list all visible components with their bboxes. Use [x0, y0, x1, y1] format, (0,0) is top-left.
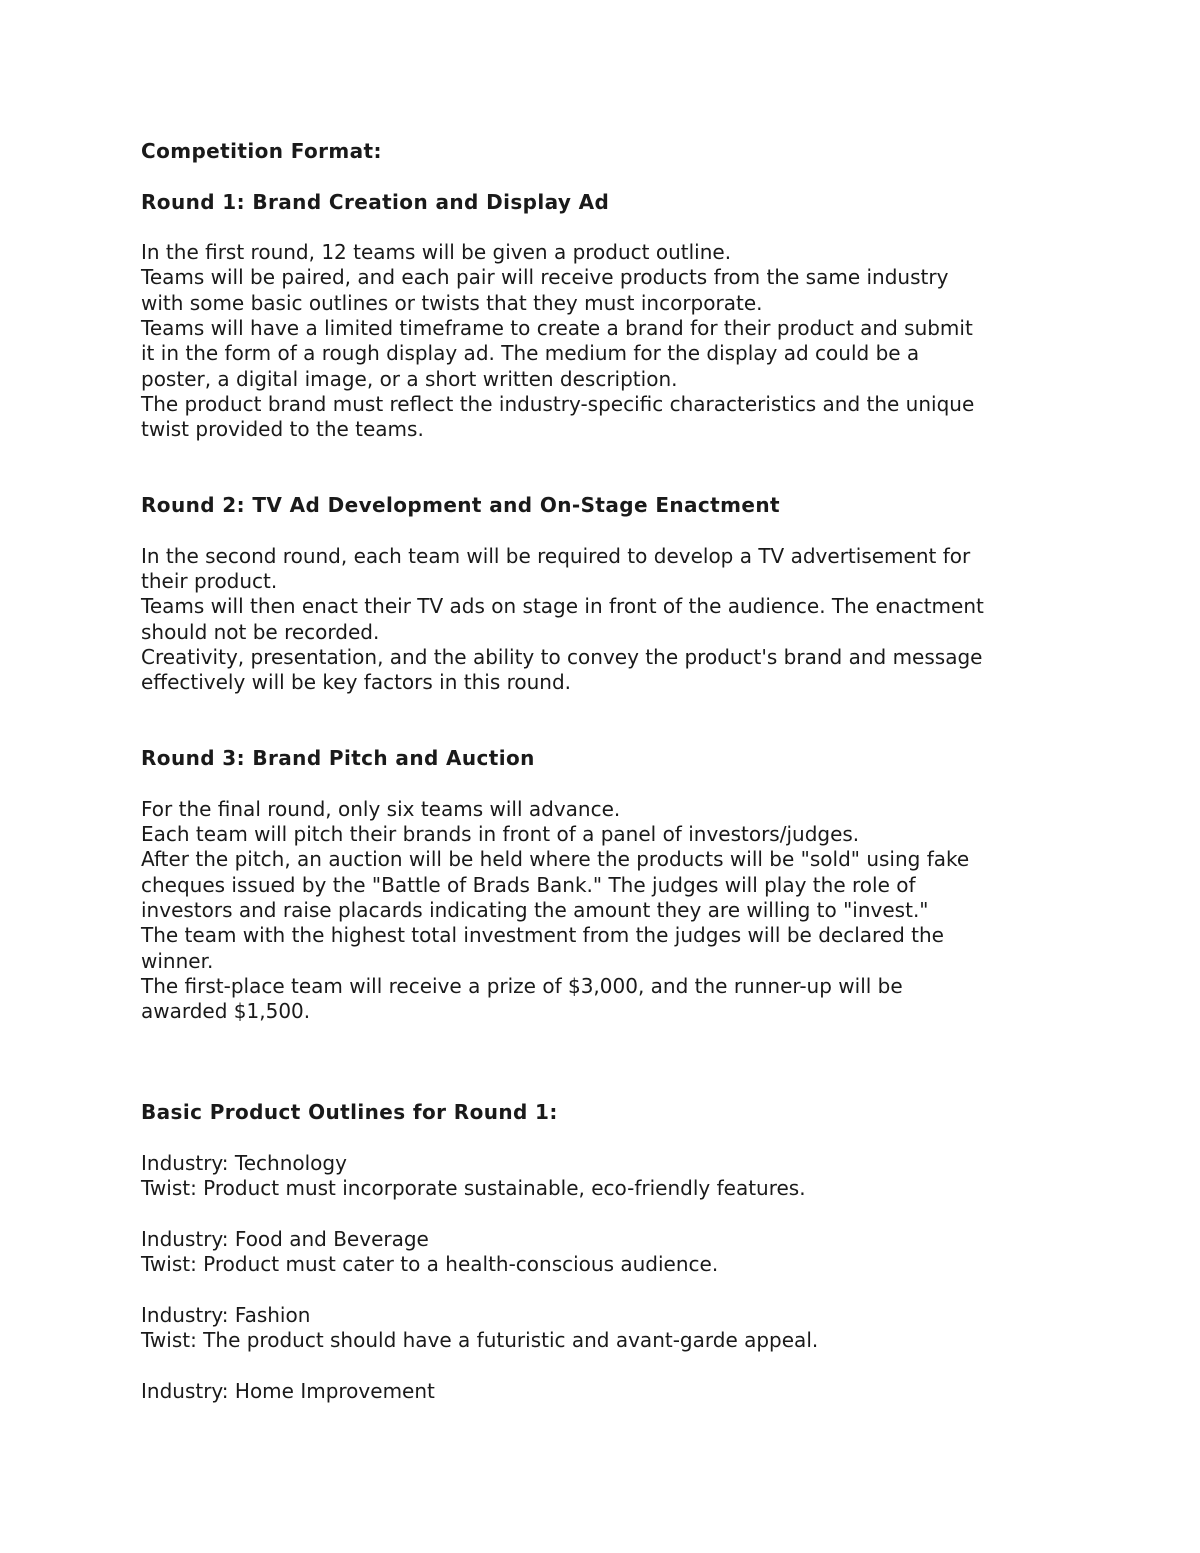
round3-line: cheques issued by the "Battle of Brads Bank." The judges will play the role of	[141, 872, 916, 897]
document-title: Competition Format:	[141, 139, 382, 163]
round1-line: poster, a digital image, or a short written description.	[141, 366, 678, 391]
outline-industry: Industry: Technology	[141, 1150, 347, 1175]
outline-industry: Industry: Home Improvement	[141, 1378, 435, 1403]
round2-line: effectively will be key factors in this round.	[141, 670, 572, 695]
round2-heading: Round 2: TV Ad Development and On-Stage Enactment	[141, 493, 780, 518]
outline-twist: Twist: Product must incorporate sustainable, eco-friendly features.	[141, 1176, 806, 1201]
round1-line: twist provided to the teams.	[141, 417, 424, 442]
round3-line: investors and raise placards indicating the amount they are willing to "invest."	[141, 897, 929, 922]
round2-line: In the second round, each team will be required to develop a TV advertisement for	[141, 543, 971, 568]
round3-body	[141, 797, 1081, 1025]
round1-line: The product brand must reflect the industry-specific characteristics and the unique	[141, 391, 975, 416]
round1-body	[141, 240, 1081, 442]
outline-industry: Industry: Food and Beverage	[141, 1226, 429, 1251]
outline-item	[141, 1303, 1081, 1354]
round3-heading: Round 3: Brand Pitch and Auction	[141, 746, 535, 771]
round2-body	[141, 544, 1081, 696]
outline-item	[141, 1151, 1081, 1202]
outline-item	[141, 1227, 1081, 1278]
round1-heading: Round 1: Brand Creation and Display Ad	[141, 189, 610, 214]
outlines-heading: Basic Product Outlines for Round 1:	[141, 1100, 558, 1125]
round2-line: Creativity, presentation, and the ability to convey the product's brand and message	[141, 644, 983, 669]
round3-line: awarded $1,500.	[141, 999, 311, 1024]
round1-line: Teams will be paired, and each pair will receive products from the same industry	[141, 265, 949, 290]
round1-line: it in the form of a rough display ad. The medium for the display ad could be a	[141, 341, 920, 366]
round1-line: In the first round, 12 teams will be given a product outline.	[141, 240, 732, 265]
document-page	[141, 139, 1081, 1404]
outline-industry: Industry: Fashion	[141, 1302, 311, 1327]
round3-line: After the pitch, an auction will be held where the products will be "sold" using fake	[141, 847, 970, 872]
outline-item	[141, 1379, 1081, 1404]
round3-line: For the final round, only six teams will advance.	[141, 796, 621, 821]
round3-line: The first-place team will receive a prize of $3,000, and the runner-up will be	[141, 973, 903, 998]
round2-line: should not be recorded.	[141, 619, 380, 644]
outline-twist: Twist: The product should have a futuristic and avant-garde appeal.	[141, 1327, 819, 1352]
round3-line: winner.	[141, 948, 214, 973]
round2-line: Teams will then enact their TV ads on stage in front of the audience. The enactment	[141, 594, 984, 619]
round2-line: their product.	[141, 569, 278, 594]
outline-twist: Twist: Product must cater to a health-conscious audience.	[141, 1252, 719, 1277]
round1-line: with some basic outlines or twists that they must incorporate.	[141, 290, 763, 315]
round3-line: Each team will pitch their brands in front of a panel of investors/judges.	[141, 822, 860, 847]
round3-line: The team with the highest total investment from the judges will be declared the	[141, 923, 944, 948]
round1-line: Teams will have a limited timeframe to create a brand for their product and submit	[141, 316, 973, 341]
